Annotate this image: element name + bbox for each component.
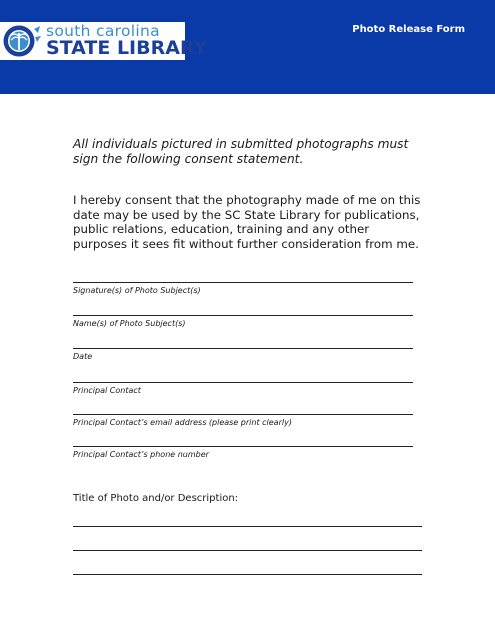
name-line xyxy=(73,315,413,316)
description-label: Title of Photo and/or Description: xyxy=(73,493,239,504)
contact-phone-line xyxy=(73,446,413,447)
instruction-statement: All individuals pictured in submitted photographs must sign the following consent statement. xyxy=(73,137,409,166)
form-title: Photo Release Form xyxy=(352,24,465,35)
contact-email-label: Principal Contact’s email address (please print clearly) xyxy=(73,418,292,427)
principal-contact-field[interactable] xyxy=(73,382,413,395)
signature-label: Signature(s) of Photo Subject(s) xyxy=(73,286,201,295)
date-line xyxy=(73,348,413,349)
logo-state-name: south carolina xyxy=(46,22,160,40)
name-label: Name(s) of Photo Subject(s) xyxy=(73,319,186,328)
logo-library-name: STATE LIBRARY xyxy=(46,37,208,59)
date-label: Date xyxy=(73,352,93,361)
contact-phone-label: Principal Contact’s phone number xyxy=(73,450,209,459)
date-field[interactable] xyxy=(73,348,413,361)
description-line-2[interactable] xyxy=(73,550,422,551)
contact-email-field[interactable] xyxy=(73,414,413,427)
description-line-1[interactable] xyxy=(73,526,422,527)
description-line-3[interactable] xyxy=(73,574,422,575)
signature-line xyxy=(73,282,413,283)
name-field[interactable] xyxy=(73,315,413,328)
library-logo xyxy=(0,22,208,60)
principal-contact-label: Principal Contact xyxy=(73,386,141,395)
principal-contact-line xyxy=(73,382,413,383)
contact-email-line xyxy=(73,414,413,415)
signature-field[interactable] xyxy=(73,282,413,295)
palmetto-seal-icon xyxy=(2,23,42,59)
contact-phone-field[interactable] xyxy=(73,446,413,459)
consent-statement: I hereby consent that the photography made of me on this date may be used by the SC State Library for publications, public relations, education, training and any other purposes it sees fit without further consideration from me. xyxy=(73,193,421,251)
